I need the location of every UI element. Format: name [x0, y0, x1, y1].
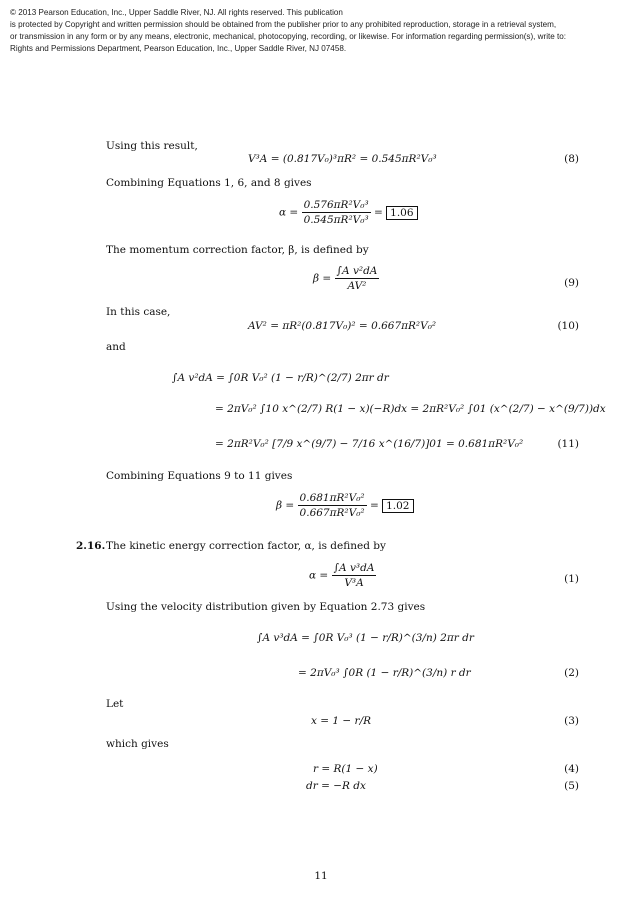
copyright-line: is protected by Copyright and written permission should be obtained from the publisher prior to any prohibited reproduction, storage in a retrieval system, — [10, 20, 557, 29]
equation-beta-def: β = $\frac{\text{∫A v²dA}}{\text{AV²}}$ — [313, 265, 378, 292]
equation-beta-result: β = $\frac{\text{0.681πR²V₀²}}{\text{0.667πR²V₀²}}$ = 1.02 — [276, 492, 414, 519]
equation-10: AV² = πR²(0.817V₀)² = 0.667πR²V₀² — [248, 320, 437, 332]
text-using-result: Using this result, — [106, 140, 198, 152]
alpha-fraction — [302, 199, 371, 226]
copyright-line: Rights and Permissions Department, Pearson Education, Inc., Upper Saddle River, NJ 07458. — [10, 44, 347, 53]
equation-number: (4) — [564, 763, 579, 775]
text-momentum-definition: The momentum correction factor, β, is defined by — [106, 244, 369, 256]
alpha2-fraction — [332, 562, 377, 589]
alpha2-denominator: V³A — [344, 577, 364, 589]
beta-numerator: ∫A v²dA — [336, 265, 378, 277]
alpha2-numerator: ∫A v³dA — [333, 562, 375, 574]
equation-number: (1) — [564, 573, 579, 585]
equation-2-line2: = 2πV₀³ ∫0R (1 − r/R)^(3/n) r dr — [298, 667, 471, 679]
text-in-this-case: In this case, — [106, 306, 171, 318]
equation-11-line2: = 2πV₀² ∫10 x^(2/7) R(1 − x)(−R)dx = 2πR²V₀² ∫01 (x^(2/7) − x^(9/7))dx — [215, 403, 606, 415]
copyright-notice — [10, 7, 630, 55]
beta2-numerator: 0.681πR²V₀² — [299, 492, 365, 504]
equation-number: (2) — [564, 667, 579, 679]
page-number: 11 — [314, 870, 328, 882]
text-combining-9-11: Combining Equations 9 to 11 gives — [106, 470, 293, 482]
beta2-fraction — [298, 492, 367, 519]
copyright-line: © 2013 Pearson Education, Inc., Upper Saddle River, NJ. All rights reserved. This publication — [10, 8, 343, 17]
equation-4: r = R(1 − x) — [313, 763, 378, 775]
beta2-denominator: 0.667πR²V₀² — [299, 507, 365, 519]
text-which-gives: which gives — [106, 738, 169, 750]
alpha-result-box: 1.06 — [386, 206, 417, 220]
copyright-line: or transmission in any form or by any means, electronic, mechanical, photocopying, recording, or likewise. For information regarding permission(s), write to: — [10, 32, 567, 41]
equation-8: V³A = (0.817V₀)³πR² = 0.545πR²V₀³ — [248, 153, 437, 165]
text-combining-1-6-8: Combining Equations 1, 6, and 8 gives — [106, 177, 312, 189]
equation-3: x = 1 − r/R — [311, 715, 372, 727]
beta-fraction — [335, 265, 380, 292]
text-using-velocity: Using the velocity distribution given by Equation 2.73 gives — [106, 601, 426, 613]
alpha-numerator: 0.576πR²V₀³ — [303, 199, 369, 211]
text-kinetic-definition: The kinetic energy correction factor, α, is defined by — [106, 540, 386, 552]
text-and: and — [106, 341, 126, 353]
equation-2-line1: ∫A v³dA = ∫0R V₀³ (1 − r/R)^(3/n) 2πr dr — [257, 632, 474, 644]
equation-number: (5) — [564, 780, 579, 792]
equation-5: dr = −R dx — [306, 780, 366, 792]
problem-number: 2.16. — [76, 540, 106, 552]
text-let: Let — [106, 698, 124, 710]
equation-number: (10) — [557, 320, 579, 332]
equation-alpha: α = $\frac{\text{0.576πR²V₀³}}{\text{0.545πR²V₀³}}$ = 1.06 — [279, 199, 418, 226]
equation-11-line1: ∫A v²dA = ∫0R V₀² (1 − r/R)^(2/7) 2πr dr — [172, 372, 389, 384]
equation-number: (9) — [564, 277, 579, 289]
alpha-denominator: 0.545πR²V₀³ — [303, 214, 369, 226]
equation-number: (8) — [564, 153, 579, 165]
beta-result-box: 1.02 — [382, 499, 413, 513]
equation-alpha-def: α = $\frac{\text{∫A v³dA}}{\text{V³A}}$ — [309, 562, 375, 589]
equation-number: (11) — [557, 438, 579, 450]
equation-number: (3) — [564, 715, 579, 727]
equation-11-line3: = 2πR²V₀² [7/9 x^(9/7) − 7/16 x^(16/7)]01 = 0.681πR²V₀² — [215, 438, 524, 450]
beta-denominator: AV² — [347, 280, 367, 292]
